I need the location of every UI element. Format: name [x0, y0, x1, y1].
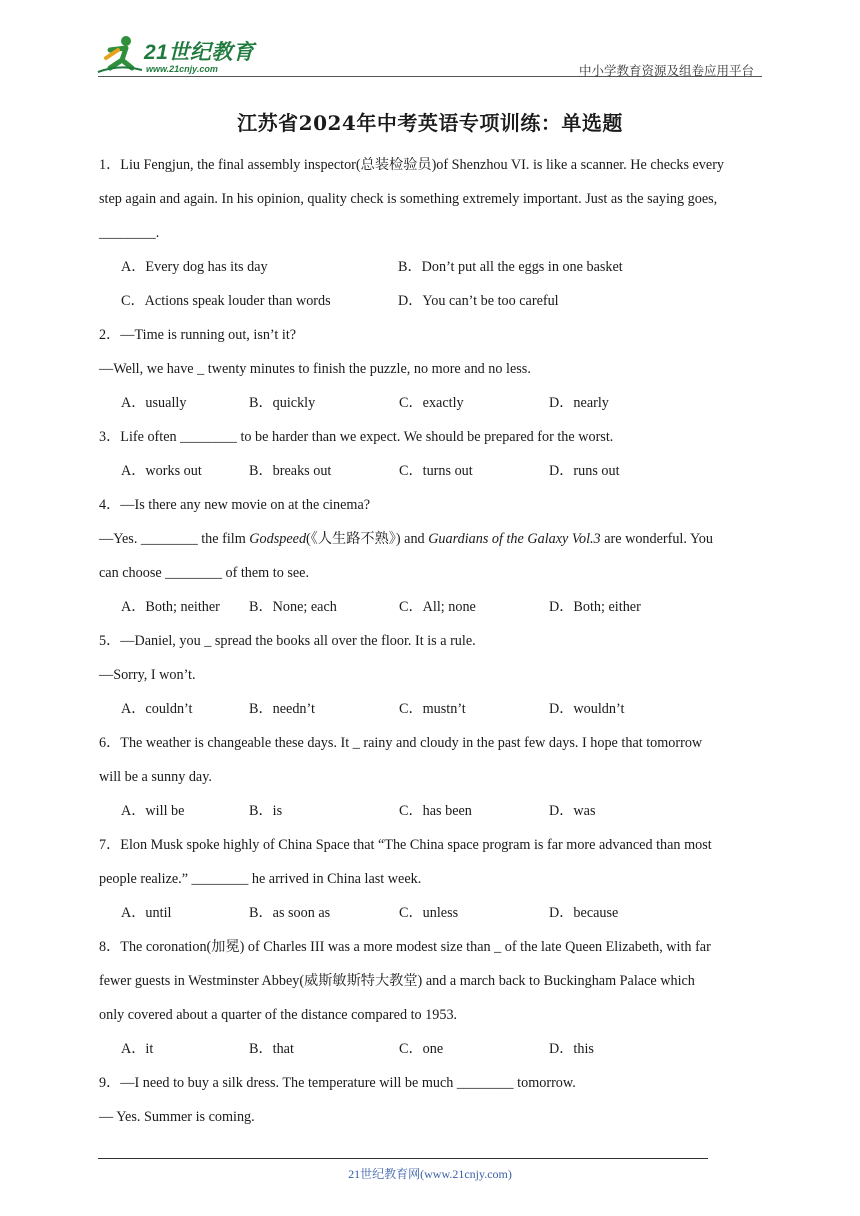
question-2-option-c[interactable]: C．exactly — [399, 395, 464, 411]
logo-text: 21世纪教育 — [144, 41, 255, 64]
question-7-line-2: people realize.” ________ he arrived in China last week. — [99, 871, 422, 887]
site-logo[interactable] — [96, 34, 266, 78]
question-4-option-c[interactable]: C．All; none — [399, 599, 476, 615]
logo-url: www.21cnjy.com — [146, 64, 218, 74]
question-8-line-3: only covered about a quarter of the distance compared to 1953. — [99, 1007, 458, 1023]
question-7-option-a[interactable]: A．until — [121, 905, 172, 921]
question-9-line-2: — Yes. Summer is coming. — [99, 1109, 255, 1125]
question-8-option-a[interactable]: A．it — [121, 1041, 154, 1057]
question-5-option-a[interactable]: A．couldn’t — [121, 701, 193, 717]
question-4-title-godspeed: Godspeed — [249, 531, 307, 547]
question-8-line-1: 8．The coronation(加冕) of Charles III was a more modest size than _ of the late Queen Elizabeth, with far — [99, 939, 711, 955]
question-8-option-b[interactable]: B．that — [249, 1041, 294, 1057]
page-title: 江苏省2024年中考英语专项训练：单选题 — [237, 111, 623, 135]
question-3-option-c[interactable]: C．turns out — [399, 463, 473, 479]
question-7-option-d[interactable]: D．because — [549, 905, 619, 921]
question-2-option-d[interactable]: D．nearly — [549, 395, 609, 411]
question-4-line-2-mid: (《人生路不熟》) and — [306, 531, 429, 547]
question-4-option-b[interactable]: B．None; each — [249, 599, 337, 615]
question-8-option-c[interactable]: C．one — [399, 1041, 444, 1057]
question-8-options — [99, 1032, 763, 1066]
question-7-line-1: 7．Elon Musk spoke highly of China Space that “The China space program is far more advanced than most — [99, 837, 712, 853]
question-6-option-b[interactable]: B．is — [249, 803, 283, 819]
question-3-option-a[interactable]: A．works out — [121, 463, 202, 479]
question-1-line-2: step again and again. In his opinion, quality check is something extremely important. Just as the saying goes, — [99, 191, 718, 207]
question-4-option-d[interactable]: D．Both; either — [549, 599, 641, 615]
question-4-line-2 — [99, 522, 763, 556]
page-header — [0, 0, 860, 80]
question-6-option-a[interactable]: A．will be — [121, 803, 185, 819]
question-2-option-b[interactable]: B．quickly — [249, 395, 316, 411]
question-3-line-1: 3．Life often ________ to be harder than we expect. We should be prepared for the worst. — [99, 429, 614, 445]
question-2-options — [99, 386, 763, 420]
question-3-option-b[interactable]: B．breaks out — [249, 463, 332, 479]
question-1-options-row-2 — [99, 284, 763, 318]
question-2-line-2: —Well, we have _ twenty minutes to finish the puzzle, no more and no less. — [99, 361, 531, 377]
question-1-option-c[interactable]: C．Actions speak louder than words — [121, 293, 331, 309]
question-6-option-c[interactable]: C．has been — [399, 803, 472, 819]
question-3-options — [99, 454, 763, 488]
header-tagline: 中小学教育资源及组卷应用平台 — [578, 63, 754, 78]
question-9-line-1: 9．—I need to buy a silk dress. The temperature will be much ________ tomorrow. — [99, 1075, 576, 1091]
question-7-options — [99, 896, 763, 930]
question-4-line-3: can choose ________ of them to see. — [99, 565, 309, 581]
question-5-option-b[interactable]: B．needn’t — [249, 701, 315, 717]
question-2-option-a[interactable]: A．usually — [121, 395, 187, 411]
question-1-options-row-1 — [99, 250, 763, 284]
question-5-option-c[interactable]: C．mustn’t — [399, 701, 466, 717]
question-4-line-2-post: are wonderful. You — [600, 531, 713, 547]
question-6-line-2: will be a sunny day. — [99, 769, 212, 785]
question-list — [99, 148, 763, 1134]
question-5-options — [99, 692, 763, 726]
question-7-option-c[interactable]: C．unless — [399, 905, 459, 921]
question-6-options — [99, 794, 763, 828]
question-4-line-1: 4．—Is there any new movie on at the cinema? — [99, 497, 371, 513]
footer-divider — [98, 1158, 708, 1159]
question-7-option-b[interactable]: B．as soon as — [249, 905, 331, 921]
question-5-line-1: 5．—Daniel, you _ spread the books all over the floor. It is a rule. — [99, 633, 476, 649]
question-6-line-1: 6．The weather is changeable these days. It _ rainy and cloudy in the past few days. I hope that tomorrow — [99, 735, 703, 751]
question-4-option-a[interactable]: A．Both; neither — [121, 599, 220, 615]
question-8-line-2: fewer guests in Westminster Abbey(威斯敏斯特大教堂) and a march back to Buckingham Palace which — [99, 973, 695, 989]
question-6-option-d[interactable]: D．was — [549, 803, 596, 819]
question-1-option-a[interactable]: A．Every dog has its day — [121, 259, 268, 275]
question-5-line-2: —Sorry, I won’t. — [99, 667, 196, 683]
question-3-option-d[interactable]: D．runs out — [549, 463, 620, 479]
question-8-option-d[interactable]: D．this — [549, 1041, 594, 1057]
question-4-title-guardians: Guardians of the Galaxy Vol.3 — [428, 531, 601, 547]
question-4-options — [99, 590, 763, 624]
question-4-line-2-pre: —Yes. ________ the film — [99, 531, 250, 547]
question-5-option-d[interactable]: D．wouldn’t — [549, 701, 625, 717]
question-1-option-b[interactable]: B．Don’t put all the eggs in one basket — [398, 259, 623, 275]
question-2-line-1: 2．—Time is running out, isn’t it? — [99, 327, 297, 343]
question-1-line-3: ________. — [99, 225, 160, 241]
question-1-line-1: 1．Liu Fengjun, the final assembly inspector(总装检验员)of Shenzhou VI. is like a scanner. He checks every — [99, 157, 725, 173]
header-divider — [98, 76, 762, 77]
footer-link[interactable]: 21世纪教育网(www.21cnjy.com) — [348, 1167, 512, 1181]
question-1-option-d[interactable]: D．You can’t be too careful — [398, 293, 559, 309]
runner-logo-icon — [96, 34, 144, 76]
